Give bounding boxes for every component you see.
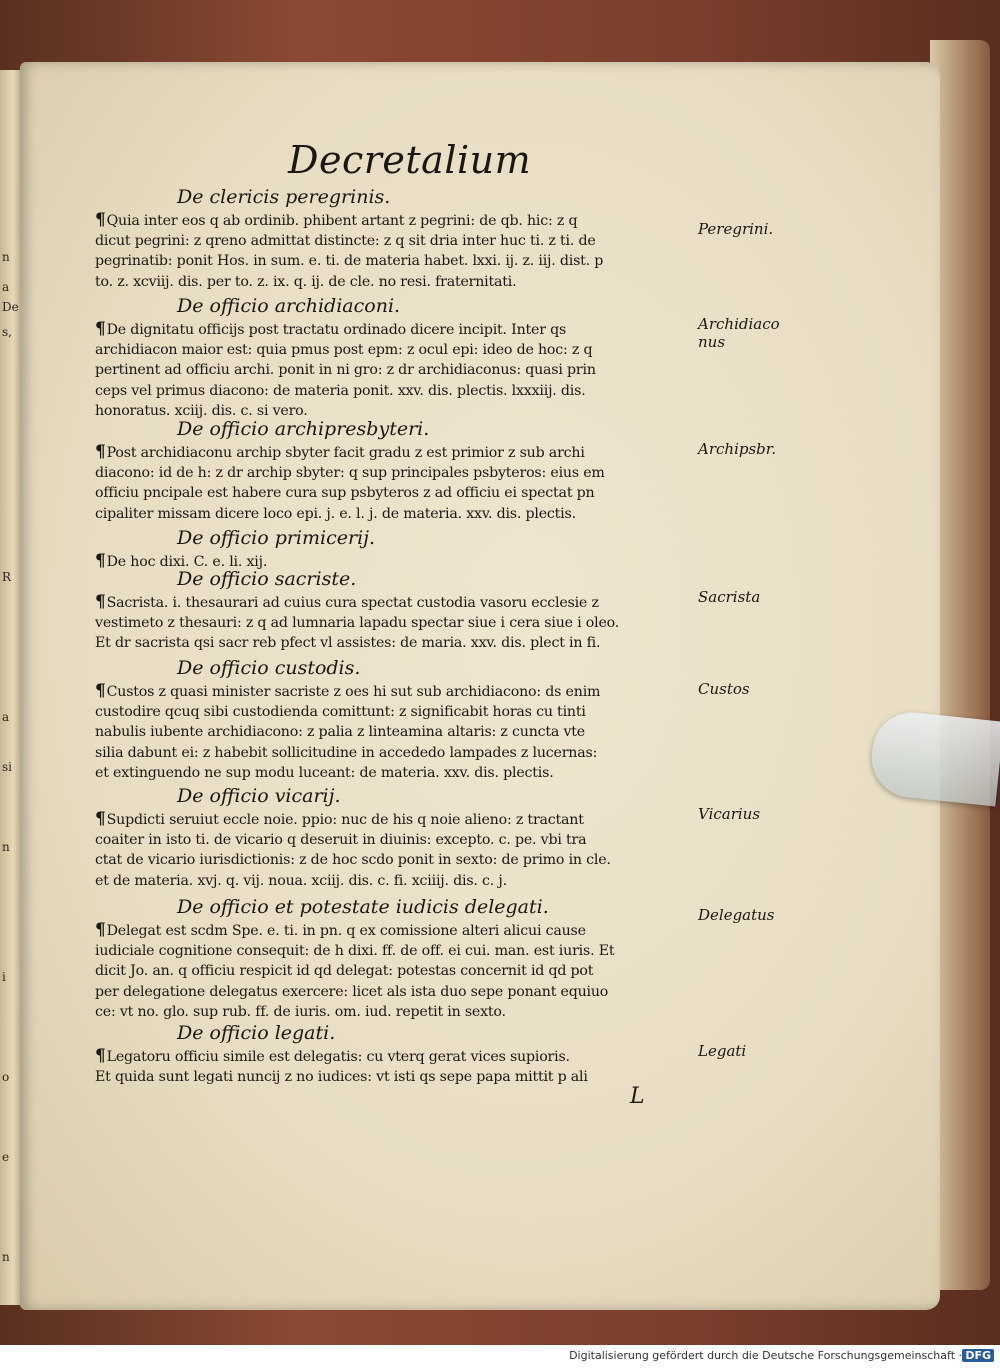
pilcrow-icon: ¶: [95, 1046, 106, 1066]
pilcrow-icon: ¶: [95, 809, 106, 829]
section-heading: De officio et potestate iudicis delegati.: [177, 896, 549, 918]
section-heading: De clericis peregrinis.: [177, 186, 391, 208]
text-line: et extinguendo ne sup modu luceant: de materia. xxv. dis. plectis.: [95, 764, 554, 781]
text-line: ¶Supdicti seruiut eccle noie. ppio: nuc de his q noie alieno: z tractant: [95, 809, 584, 829]
text-line: silia dabunt ei: z habebit sollicitudine in accededo lampades z lucernas:: [95, 744, 598, 761]
text-line: officiu pncipale est habere cura sup psbyteros z ad officiu ei spectat pn: [95, 485, 595, 502]
section-heading: De officio custodis.: [177, 657, 361, 679]
section-clericis-peregrinis: [95, 186, 695, 292]
pilcrow-icon: ¶: [95, 551, 106, 571]
margin-note: Archidiaco nus: [698, 315, 780, 351]
margin-note: Archipsbr.: [698, 440, 777, 458]
section-archidiaconi: [95, 295, 695, 421]
section-sacriste: [95, 568, 695, 654]
section-heading: De officio archipresbyteri.: [177, 418, 430, 440]
section-primicerij: [95, 527, 695, 572]
page-title: Decretalium: [288, 138, 532, 182]
left-fragment: e: [2, 1150, 10, 1164]
pilcrow-icon: ¶: [95, 319, 106, 339]
text-line: archidiacon maior est: quia pmus post epm: z ocul epi: ideo de hoc: z q: [95, 342, 593, 359]
margin-note: Sacrista: [698, 588, 761, 606]
text-line: vestimeto z thesauri: z q ad lumnaria lapadu spectar siue i cera siue i oleo.: [95, 615, 620, 632]
pilcrow-icon: ¶: [95, 592, 106, 612]
pilcrow-icon: ¶: [95, 210, 106, 230]
left-fragment: si: [2, 760, 12, 774]
dfg-logo: DFG: [962, 1349, 994, 1362]
text-line: ¶Custos z quasi minister sacriste z oes hi sut sub archidiacono: ds enim: [95, 681, 601, 701]
section-heading: De officio primicerij.: [177, 527, 376, 549]
left-fragment: a: [2, 280, 10, 294]
text-line: dicut pegrini: z qreno admittat distincte: z q sit dria inter huc ti. z ti. de: [95, 233, 596, 250]
text-line: iudiciale cognitione consequit: de h dixi. ff. de off. ei cui. man. est iuris. Et: [95, 943, 615, 960]
text-line: nabulis iubente archidiacono: z palia z linteamina altaris: z cuncta vte: [95, 724, 585, 741]
text-line: ceps vel primus diacono: de materia ponit. xxv. dis. plectis. lxxxiij. dis.: [95, 382, 586, 399]
pilcrow-icon: ¶: [95, 920, 106, 940]
text-line: to. z. xcviij. dis. per to. z. ix. q. ij. de cle. no resi. fraternitati.: [95, 273, 517, 290]
margin-note: Legati: [698, 1042, 747, 1060]
text-line: ce: vt no. glo. sup rub. ff. de iuris. om. iud. repetit in sexto.: [95, 1003, 506, 1020]
text-line: ¶Sacrista. i. thesaurari ad cuius cura spectat custodia vasoru ecclesie z: [95, 592, 599, 612]
section-archipresbyteri: [95, 418, 695, 524]
text-line: ¶De hoc dixi. C. e. li. xij.: [95, 551, 268, 571]
text-line: ¶Quia inter eos q ab ordinib. phibent artant z pegrini: de qb. hic: z q: [95, 210, 578, 230]
section-legati: [95, 1022, 695, 1087]
text-line: ¶Post archidiaconu archip sbyter facit gradu z est primior z sub archi: [95, 442, 585, 462]
text-line: cipaliter missam dicere loco epi. j. e. l. j. de materia. xxv. dis. plectis.: [95, 505, 576, 522]
left-fragment: s,: [2, 325, 12, 339]
pilcrow-icon: ¶: [95, 681, 106, 701]
text-line: et de materia. xvj. q. vij. noua. xciij. dis. c. fi. xciiij. dis. c. j.: [95, 872, 507, 889]
footer-credit: Digitalisierung gefördert durch die Deutsche Forschungsgemeinschaft ·: [569, 1349, 962, 1362]
margin-note: Peregrini.: [698, 220, 774, 238]
text-line: custodire qcuq sibi custodienda comittunt: z significabit horas cu tinti: [95, 704, 586, 721]
left-fragment: a: [2, 710, 10, 724]
section-iudicis-delegati: [95, 896, 695, 1022]
section-heading: De officio sacriste.: [177, 568, 357, 590]
left-fragment: R: [2, 570, 12, 584]
text-line: ¶Legatoru officiu simile est delegatis: cu vterq gerat vices supioris.: [95, 1046, 570, 1066]
text-line: pegrinatib: ponit Hos. in sum. e. ti. de materia habet. lxxi. ij. z. iij. dist. p: [95, 253, 604, 270]
text-line: ¶Delegat est scdm Spe. e. ti. in pn. q ex comissione alteri alicui cause: [95, 920, 586, 940]
margin-note: Vicarius: [698, 805, 761, 823]
text-line: ¶De dignitatu officijs post tractatu ordinado dicere incipit. Inter qs: [95, 319, 567, 339]
text-line: diacono: id de h: z dr archip sbyter: q sup principales psbyteros: eius em: [95, 465, 605, 482]
left-fragment: De: [2, 300, 19, 314]
section-heading: De officio archidiaconi.: [177, 295, 401, 317]
left-fragment: n: [2, 1250, 10, 1264]
left-fragment: n: [2, 840, 10, 854]
pilcrow-icon: ¶: [95, 442, 106, 462]
section-vicarij: [95, 785, 695, 891]
left-page-strip: [0, 70, 22, 1305]
section-custodis: [95, 657, 695, 783]
text-line: Et dr sacrista qsi sacr reb pfect vl assistes: de maria. xxv. dis. plect in fi.: [95, 635, 601, 652]
text-line: honoratus. xciij. dis. c. si vero.: [95, 402, 308, 419]
text-line: ctat de vicario iurisdictionis: z de hoc scdo ponit in sexto: de primo in cle.: [95, 852, 611, 869]
signature-mark: L: [630, 1084, 645, 1109]
left-fragment: n: [2, 250, 10, 264]
left-fragment: o: [2, 1070, 10, 1084]
footer-bar: [0, 1345, 1000, 1369]
section-heading: De officio legati.: [177, 1022, 336, 1044]
text-line: dicit Jo. an. q officiu respicit id qd delegat: potestas concernit id qd pot: [95, 963, 594, 980]
text-line: Et quida sunt legati nuncij z no iudices: vt isti qs sepe papa mittit p ali: [95, 1069, 588, 1086]
text-line: per delegatione delegatus exercere: licet als ista duo sepe ponant equiuo: [95, 983, 609, 1000]
margin-note: Custos: [698, 680, 750, 698]
text-line: coaiter in isto ti. de vicario q deseruit in diuinis: excepto. c. pe. vbi tra: [95, 832, 587, 849]
section-heading: De officio vicarij.: [177, 785, 341, 807]
margin-note: Delegatus: [698, 906, 775, 924]
left-fragment: i: [2, 970, 6, 984]
text-line: pertinent ad officiu archi. ponit in ni gro: z dr archidiaconus: quasi prin: [95, 362, 596, 379]
